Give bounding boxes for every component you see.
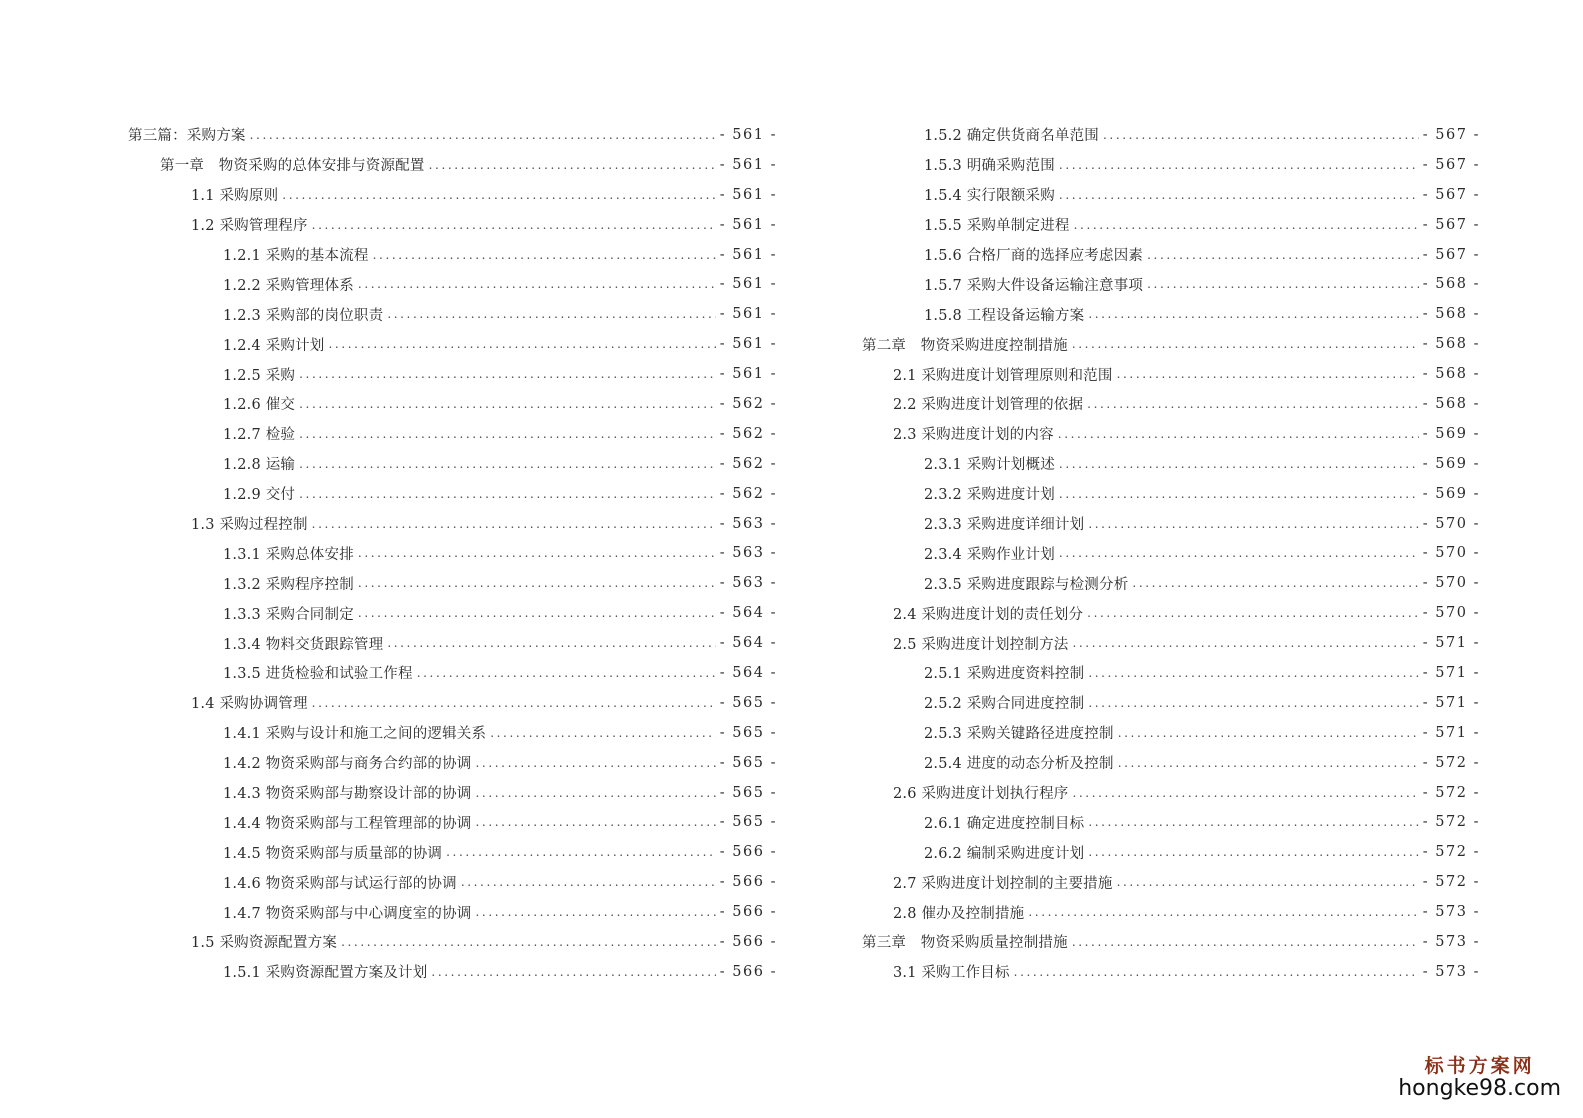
toc-dot-leader [1059,188,1419,202]
toc-entry-page-number: - 566 - [719,844,777,861]
toc-entry-page-number: - 565 - [719,814,777,831]
toc-entry[interactable] [0,897,1480,927]
toc-entry-page-number: - 561 - [719,246,777,263]
toc-entry-title: 1.5.4 实行限额采购 [924,188,1055,205]
toc-entry[interactable] [0,568,1480,598]
toc-entry-page-number: - 562 - [719,485,777,502]
toc-entry-page-number: - 573 - [1422,904,1480,921]
toc-entry-title: 1.3.3 采购合同制定 [223,606,354,623]
toc-entry[interactable] [0,180,1480,210]
toc-entry-page-number: - 573 - [1422,933,1480,950]
toc-dot-leader [1117,367,1419,381]
toc-entry-title: 1.3.5 进货检验和试验工作程 [223,666,413,683]
toc-dot-leader [1103,128,1419,142]
toc-entry[interactable] [0,957,1480,987]
toc-entry-page-number: - 566 - [719,963,777,980]
toc-entry-title: 1.2 采购管理程序 [191,218,308,235]
toc-entry-page-number: - 572 - [1422,874,1480,891]
toc-dot-leader [1147,248,1419,262]
toc-entry-page-number: - 572 - [1422,814,1480,831]
toc-dot-leader [1028,905,1418,919]
toc-entry-page-number: - 561 - [719,186,777,203]
toc-entry-title: 2.8 催办及控制措施 [893,905,1025,922]
toc-entry-title: 1.5 采购资源配置方案 [191,935,338,952]
toc-dot-leader [1072,337,1419,351]
toc-entry-title: 1.2.3 采购部的岗位职责 [223,307,384,324]
toc-entry-title: 1.2.4 采购计划 [223,337,325,354]
toc-entry-title: 2.3.3 采购进度详细计划 [924,517,1085,534]
toc-entry[interactable] [0,240,1480,270]
toc-entry-page-number: - 572 - [1422,844,1480,861]
toc-entry-title: 2.5.3 采购关键路径进度控制 [924,726,1114,743]
toc-entry-title: 2.6 采购进度计划执行程序 [893,786,1069,803]
toc-entry-page-number: - 561 - [719,126,777,143]
toc-entry-page-number: - 566 - [719,874,777,891]
toc-entry-title: 2.3.2 采购进度计划 [924,487,1055,504]
toc-entry-page-number: - 568 - [1422,336,1480,353]
toc-entry-page-number: - 569 - [1422,455,1480,472]
toc-entry-title: 1.1 采购原则 [191,188,279,205]
toc-entry-page-number: - 570 - [1422,575,1480,592]
toc-entry-page-number: - 569 - [1422,425,1480,442]
toc-entry-title: 3.1 采购工作目标 [893,965,1010,982]
toc-entry-page-number: - 568 - [1422,395,1480,412]
toc-dot-leader [1147,277,1419,291]
toc-entry[interactable] [0,449,1480,479]
toc-entry-title: 1.4.4 物资采购部与工程管理部的协调 [223,815,472,832]
toc-entry-page-number: - 565 - [719,754,777,771]
toc-entry-page-number: - 562 - [719,425,777,442]
toc-entry[interactable] [0,807,1480,837]
toc-dot-leader [1132,576,1418,590]
toc-dot-leader [1088,845,1418,859]
toc-entry-page-number: - 561 - [719,306,777,323]
toc-entry-title: 1.4 采购协调管理 [191,696,308,713]
toc-entry-title: 1.3.2 采购程序控制 [223,576,354,593]
toc-entry[interactable] [0,748,1480,778]
toc-entry-title: 2.5.1 采购进度资料控制 [924,666,1085,683]
toc-entry-page-number: - 572 - [1422,754,1480,771]
toc-entry-page-number: - 561 - [719,216,777,233]
toc-entry-title: 2.5.2 采购合同进度控制 [924,696,1085,713]
toc-entry[interactable] [0,658,1480,688]
toc-entry-page-number: - 562 - [719,455,777,472]
toc-dot-leader [1117,875,1419,889]
toc-entry-page-number: - 571 - [1422,694,1480,711]
toc-dot-leader [1072,935,1419,949]
toc-entry-page-number: - 567 - [1422,186,1480,203]
toc-entry-title: 1.4.1 采购与设计和施工之间的逻辑关系 [223,726,487,743]
toc-dot-leader [1088,307,1418,321]
toc-entry-page-number: - 571 - [1422,635,1480,652]
toc-entry-page-number: - 573 - [1422,963,1480,980]
toc-entry-title: 1.2.5 采购 [223,367,296,384]
toc-dot-leader [1014,965,1419,979]
toc-entry-page-number: - 565 - [719,724,777,741]
toc-entry-title: 1.4.7 物资采购部与中心调度室的协调 [223,905,472,922]
toc-entry-page-number: - 561 - [719,336,777,353]
toc-entry[interactable] [0,389,1480,419]
toc-dot-leader [1088,815,1418,829]
toc-entry[interactable] [0,867,1480,897]
toc-entry[interactable] [0,718,1480,748]
toc-dot-leader [1058,427,1419,441]
toc-entry-page-number: - 561 - [719,156,777,173]
toc-entry-title: 1.2.1 采购的基本流程 [223,248,369,264]
toc-entry-title: 第三章 物资采购质量控制措施 [862,935,1068,952]
toc-entry-page-number: - 570 - [1422,515,1480,532]
toc-entry-title: 2.3.5 采购进度跟踪与检测分析 [924,576,1129,593]
toc-entry-title: 第二章 物资采购进度控制措施 [862,337,1068,354]
toc-entry[interactable] [0,778,1480,808]
toc-entry-title: 2.3.4 采购作业计划 [924,546,1055,563]
toc-entry-title: 2.4 采购进度计划的责任划分 [893,606,1084,623]
toc-entry[interactable] [0,269,1480,299]
toc-dot-leader [1087,397,1419,411]
toc-dot-leader [1088,696,1418,710]
toc-entry[interactable] [0,688,1480,718]
toc-entry[interactable] [0,509,1480,539]
toc-entry[interactable] [0,210,1480,240]
toc-entry-title: 2.6.1 确定进度控制目标 [924,815,1085,832]
toc-entry-page-number: - 568 - [1422,366,1480,383]
toc-entry-title: 2.3 采购进度计划的内容 [893,427,1054,444]
toc-entry[interactable] [0,927,1480,957]
toc-entry-page-number: - 566 - [719,904,777,921]
toc-entry-page-number: - 565 - [719,784,777,801]
toc-entry-title: 1.5.6 合格厂商的选择应考虑因素 [924,248,1144,264]
toc-entry-title: 2.2 采购进度计划管理的依据 [893,397,1084,414]
toc-dot-leader [1087,606,1419,620]
toc-entry-page-number: - 568 - [1422,276,1480,293]
toc-entry-page-number: - 561 - [719,276,777,293]
toc-entry-page-number: - 564 - [719,605,777,622]
toc-entry[interactable] [0,837,1480,867]
toc-entry-page-number: - 565 - [719,694,777,711]
toc-entry[interactable] [0,299,1480,329]
toc-column-right [0,120,1480,987]
toc-entry-page-number: - 567 - [1422,156,1480,173]
toc-entry-title: 1.4.6 物资采购部与试运行部的协调 [223,875,457,892]
toc-entry[interactable] [0,120,1480,150]
toc-entry-title: 1.4.2 物资采购部与商务合约部的协调 [223,756,472,773]
toc-entry-title: 1.2.8 运输 [223,457,296,474]
toc-dot-leader [1072,786,1418,800]
toc-entry-page-number: - 571 - [1422,664,1480,681]
toc-entry-title: 2.6.2 编制采购进度计划 [924,845,1085,862]
toc-entry-page-number: - 563 - [719,545,777,562]
toc-entry-title: 1.2.9 交付 [223,487,296,504]
watermark-text-cn: 标书方案网 [1424,1055,1535,1077]
watermark-text-url: hongke98.com [1398,1076,1561,1101]
toc-dot-leader [1118,756,1419,770]
toc-entry-title: 2.3.1 采购计划概述 [924,457,1055,474]
toc-entry-title: 1.3.1 采购总体安排 [223,546,354,563]
toc-entry[interactable] [0,538,1480,568]
toc-dot-leader [1118,726,1419,740]
toc-entry[interactable] [0,479,1480,509]
toc-entry[interactable] [0,628,1480,658]
toc-entry-page-number: - 567 - [1422,246,1480,263]
toc-entry-title: 2.5.4 进度的动态分析及控制 [924,756,1114,773]
toc-dot-leader [1088,666,1418,680]
toc-entry-page-number: - 572 - [1422,784,1480,801]
toc-entry-page-number: - 569 - [1422,485,1480,502]
toc-entry-page-number: - 568 - [1422,306,1480,323]
toc-entry-title: 第三篇：采购方案 [128,128,246,145]
toc-dot-leader [1074,218,1419,232]
toc-entry-title: 1.4.3 物资采购部与勘察设计部的协调 [223,786,472,803]
toc-entry-page-number: - 571 - [1422,724,1480,741]
toc-entry-title: 2.1 采购进度计划管理原则和范围 [893,367,1113,384]
toc-entry-page-number: - 566 - [719,933,777,950]
toc-entry-page-number: - 562 - [719,395,777,412]
toc-entry-title: 1.2.7 检验 [223,427,296,444]
toc-entry-title: 2.5 采购进度计划控制方法 [893,636,1069,653]
toc-entry-title: 1.4.5 物资采购部与质量部的协调 [223,845,443,862]
watermark-logo [1398,1057,1561,1100]
toc-entry-title: 1.5.3 明确采购范围 [924,158,1055,175]
toc-dot-leader [1072,636,1418,650]
toc-entry-title: 1.3 采购过程控制 [191,517,308,534]
toc-entry[interactable] [0,329,1480,359]
toc-dot-leader [1059,487,1419,501]
toc-entry-title: 第一章 物资采购的总体安排与资源配置 [160,158,425,175]
toc-entry-title: 1.5.1 采购资源配置方案及计划 [223,965,428,982]
toc-entry-title: 1.5.8 工程设备运输方案 [924,307,1085,324]
toc-entry-title: 1.5.5 采购单制定进程 [924,218,1070,235]
toc-dot-leader [1088,517,1418,531]
toc-dot-leader [1059,457,1419,471]
toc-entry-title: 1.3.4 物料交货跟踪管理 [223,636,384,653]
toc-entry-title: 1.2.2 采购管理体系 [223,277,354,294]
toc-entry-page-number: - 570 - [1422,605,1480,622]
toc-entry-title: 1.2.6 催交 [223,397,296,414]
toc-entry[interactable] [0,359,1480,389]
toc-entry-page-number: - 563 - [719,575,777,592]
toc-entry-page-number: - 564 - [719,635,777,652]
toc-entry-title: 2.7 采购进度计划控制的主要措施 [893,875,1113,892]
toc-entry-page-number: - 561 - [719,366,777,383]
toc-entry-page-number: - 563 - [719,515,777,532]
toc-entry-title: 1.5.7 采购大件设备运输注意事项 [924,277,1144,294]
toc-entry-page-number: - 567 - [1422,216,1480,233]
toc-entry-title: 1.5.2 确定供货商名单范围 [924,128,1100,145]
toc-entry-page-number: - 564 - [719,664,777,681]
toc-entry[interactable] [0,419,1480,449]
toc-dot-leader [1059,546,1419,560]
toc-entry[interactable] [0,598,1480,628]
toc-entry[interactable] [0,150,1480,180]
toc-dot-leader [1059,158,1419,172]
toc-entry-page-number: - 570 - [1422,545,1480,562]
toc-entry-page-number: - 567 - [1422,126,1480,143]
